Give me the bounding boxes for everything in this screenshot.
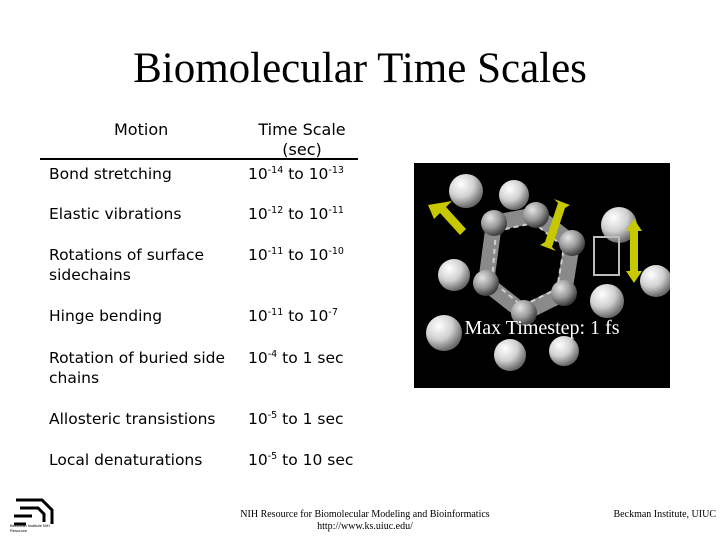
row-motion: Hinge bending — [49, 307, 163, 325]
hydrogen-atom — [640, 265, 670, 297]
header-time-scale-line1: Time Scale — [258, 120, 346, 139]
row-motion: Allosteric transistions — [49, 410, 216, 428]
max-timestep-caption: Max Timestep: 1 fs — [464, 317, 620, 339]
footer-institute: Beckman Institute, UIUC — [613, 509, 716, 520]
header-rule — [40, 158, 358, 160]
row-time-scale: $10^{-11}$ to $10^{-10}$ — [248, 246, 344, 264]
row-time-scale: $10^{-12}$ to $10^{-11}$ — [248, 205, 344, 223]
carbon-atom — [523, 202, 549, 228]
hydrogen-atom — [549, 336, 579, 366]
row-time-scale: $10^{-4}$ to 1 sec — [248, 349, 344, 367]
carbon-atom — [551, 280, 577, 306]
row-time-scale: $10^{-5}$ to 10 sec — [248, 451, 354, 469]
logo-caption: Beckman Institute NIH Resource — [10, 523, 50, 533]
row-time-scale: $10^{-5}$ to 1 sec — [248, 410, 344, 428]
row-motion: Local denaturations — [49, 451, 203, 469]
carbon-atom — [559, 230, 585, 256]
carbon-atom — [473, 270, 499, 296]
bond-highlight — [594, 237, 619, 275]
header-time-scale-line2: (sec) — [282, 140, 322, 159]
hydrogen-atom — [449, 174, 483, 208]
arrow-icon — [626, 219, 642, 283]
footer-url: http://www.ks.uiuc.edu/ — [317, 521, 413, 532]
molecule-image — [414, 163, 670, 388]
row-motion: Elastic vibrations — [49, 205, 182, 223]
hydrogen-atom — [499, 180, 529, 210]
slide-title: Biomolecular Time Scales — [133, 45, 587, 92]
footer-resource-name: NIH Resource for Biomolecular Modeling and Bioinformatics — [240, 509, 490, 520]
footer-center — [220, 509, 510, 533]
row-motion: Bond stretching — [49, 165, 172, 183]
row-time-scale: $10^{-14}$ to $10^{-13}$ — [248, 165, 344, 183]
molecule-illustration — [414, 163, 670, 388]
hydrogen-atom — [590, 284, 624, 318]
hydrogen-atom — [494, 339, 526, 371]
row-time-scale: $10^{-11}$ to $10^{-7}$ — [248, 307, 338, 325]
header-motion: Motion — [114, 120, 169, 139]
row-motion: Rotations of surface sidechains — [49, 246, 204, 284]
hydrogen-atom — [438, 259, 470, 291]
carbon-atom — [481, 210, 507, 236]
row-motion: Rotation of buried side chains — [49, 349, 226, 387]
header-time-scale — [252, 120, 352, 160]
